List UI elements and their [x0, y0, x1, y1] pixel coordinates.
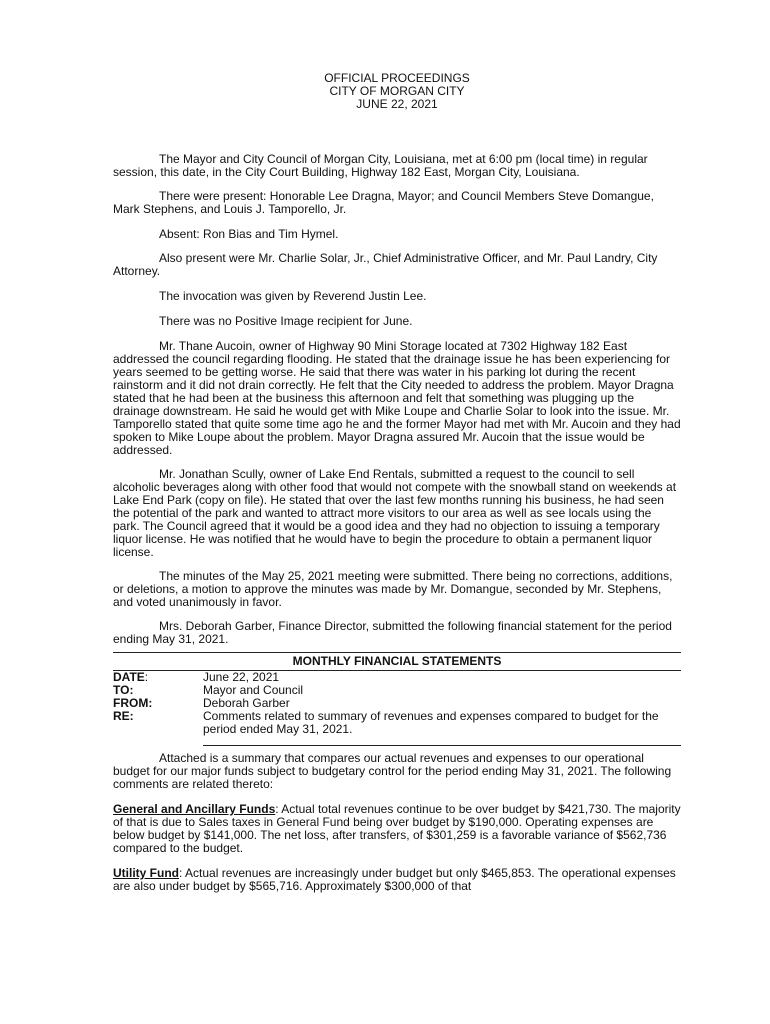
header-line-1: OFFICIAL PROCEEDINGS [324, 71, 470, 85]
paragraph-attached: Attached is a summary that compares our actual revenues and expenses to our operational budget for our major funds subject to budgetary control for the period ending May 31, 2021. The following comments are related thereto: [113, 751, 672, 791]
general-fund-text: : Actual total revenues continue to be over budget by $421,730. The majority of that is due to Sales taxes in General Fund being over budget by $190,000. Operating expenses are below budget by $141,000. The net loss, after transfers, of $301,259 is a favorable variance of $562,736 compared to the budget. [113, 802, 681, 855]
financial-heading: MONTHLY FINANCIAL STATEMENTS [292, 654, 502, 668]
paragraph-intro: The Mayor and City Council of Morgan City, Louisiana, met at 6:00 pm (local time) in regular session, this date, in the City Court Building, Highway 182 East, Morgan City, Louisiana. [113, 152, 648, 179]
memo-to-value: Mayor and Council [203, 683, 304, 697]
utility-fund-label: Utility Fund [113, 866, 179, 880]
paragraph-aucoin: Mr. Thane Aucoin, owner of Highway 90 Mini Storage located at 7302 Highway 182 East addressed the council regarding flooding. He stated that the drainage issue he has been experiencing for years seemed to be getting worse. He said that there was water in his parking lot during the recent rainstorm and it did not drain correctly. He felt that the City needed to address the problem. Mayor Dragna stated that he had been at the business this afternoon and felt that something was plugging up the drainage downstream. He said he would get with Mike Loupe and Charlie Solar to look into the issue. Mr. Tamporello stated that quite some time ago he and the former Mayor had met with Mr. Aucoin and they had spoken to Mike Loupe about the problem. Mayor Dragna assured Mr. Aucoin that the issue would be addressed. [113, 339, 681, 457]
memo-to-label: TO: [113, 683, 134, 697]
paragraph-scully: Mr. Jonathan Scully, owner of Lake End Rentals, submitted a request to the council to sell alcoholic beverages along with other food that would not compete with the snowball stand on weekends at Lake End Park (copy on file). He stated that over the last few months running his business, he had seen the potential of the park and wanted to attract more visitors to our area as well as see locals using the park. The Council agreed that it would be a good idea and they had no objection to issuing a temporary liquor license. He was notified that he would have to begin the procedure to obtain a permanent liquor license. [113, 467, 677, 559]
header-line-2: CITY OF MORGAN CITY [329, 84, 465, 98]
paragraph-invocation: The invocation was given by Reverend Justin Lee. [159, 289, 427, 303]
memo-date-value: June 22, 2021 [203, 670, 280, 684]
memo-re-value: Comments related to summary of revenues and expenses compared to budget for the period ended May 31, 2021. [203, 709, 659, 736]
document-header [113, 72, 681, 111]
paragraph-general-fund [113, 803, 681, 855]
memo-bottom-rule [203, 745, 681, 746]
memo-re-label: RE: [113, 709, 134, 723]
paragraph-absent: Absent: Ron Bias and Tim Hymel. [159, 227, 339, 241]
paragraph-utility-fund [113, 867, 681, 893]
utility-fund-text: : Actual revenues are increasingly under budget but only $465,853. The operational expenses are also under budget by $565,716. Approximately $300,000 of that [113, 866, 676, 893]
paragraph-positive-image: There was no Positive Image recipient for June. [159, 314, 413, 328]
paragraph-garber: Mrs. Deborah Garber, Finance Director, submitted the following financial statement for the period ending May 31, 2021. [113, 619, 672, 646]
memo-block [113, 671, 681, 736]
paragraph-also-present: Also present were Mr. Charlie Solar, Jr., Chief Administrative Officer, and Mr. Paul Landry, City Attorney. [113, 251, 658, 278]
memo-date-label: DATE: [113, 670, 149, 684]
general-fund-label: General and Ancillary Funds [113, 802, 276, 816]
memo-from-value: Deborah Garber [203, 696, 290, 710]
document-page [113, 72, 681, 893]
memo-from-label: FROM: [113, 696, 153, 710]
paragraph-minutes: The minutes of the May 25, 2021 meeting were submitted. There being no corrections, additions, or deletions, a motion to approve the minutes was made by Mr. Domangue, seconded by Mr. Stephens, and voted unanimously in favor. [113, 569, 673, 609]
header-line-3: JUNE 22, 2021 [356, 97, 438, 111]
paragraph-present: There were present: Honorable Lee Dragna, Mayor; and Council Members Steve Domangue, Mark Stephens, and Louis J. Tamporello, Jr. [113, 189, 654, 216]
